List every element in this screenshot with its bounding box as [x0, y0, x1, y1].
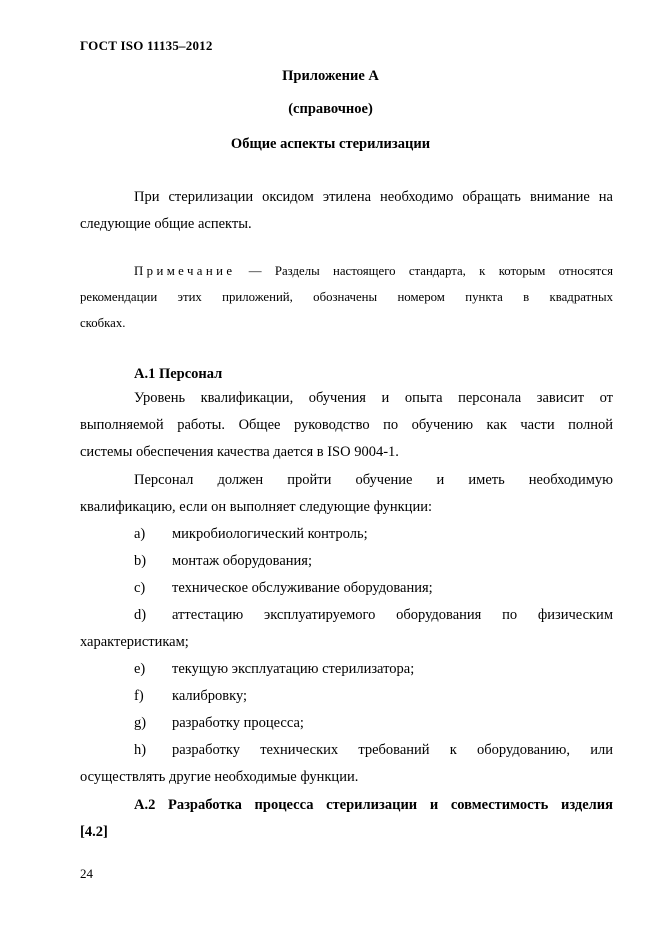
list-item-marker: g)	[134, 715, 147, 731]
intro-line-2: следующие общие аспекты.	[80, 216, 252, 232]
list-item-marker: e)	[134, 661, 146, 677]
list-item-text: монтаж оборудования;	[172, 553, 312, 569]
a1-p1-line-3: системы обеспечения качества дается в ISO 9004-1.	[80, 444, 399, 460]
note-label: Примечание	[134, 264, 236, 278]
appendix-type: (справочное)	[288, 101, 373, 117]
list-item-marker: d)	[134, 607, 147, 623]
list-item-continuation: характеристикам;	[80, 634, 189, 650]
list-item	[134, 575, 613, 602]
list-item-marker: c)	[134, 580, 146, 596]
list-item	[134, 656, 613, 683]
list-item-text: микробиологический контроль;	[172, 526, 368, 542]
section-a2-heading-line-1: А.2 Разработка процесса стерилизации и совместимость изделия	[134, 797, 613, 813]
a1-p1-line-2: выполняемой работы. Общее руководство по обучению как части полной	[80, 417, 613, 433]
note-line-2: рекомендации этих приложений, обозначены номером пункта в квадратных	[80, 290, 613, 304]
a1-p2-line-1: Персонал должен пройти обучение и иметь необходимую	[134, 472, 613, 488]
section-a1-paragraph-1	[80, 385, 613, 466]
appendix-title: Общие аспекты стерилизации	[230, 136, 431, 152]
appendix-label: Приложение А	[282, 68, 379, 84]
list-item-text: техническое обслуживание оборудования;	[172, 580, 433, 596]
page-number: 24	[80, 866, 93, 881]
list-item-text: калибровку;	[172, 688, 248, 704]
section-a2-heading-line-2: [4.2]	[80, 824, 108, 840]
section-a1-paragraph-2	[80, 467, 613, 521]
list-item-text: разработку процесса;	[172, 715, 304, 731]
list-item	[134, 521, 613, 548]
note-line-1-text: — Разделы настоящего стандарта, к которым относятся	[235, 264, 613, 278]
note-paragraph	[80, 258, 613, 336]
section-a1-heading: А.1 Персонал	[134, 366, 223, 382]
a1-p1-line-1: Уровень квалификации, обучения и опыта персонала зависит от	[134, 390, 613, 406]
intro-line-1: При стерилизации оксидом этилена необходимо обращать внимание на	[134, 189, 613, 205]
list-item-continuation: осуществлять другие необходимые функции.	[80, 769, 359, 785]
note-line-3: скобках.	[80, 316, 126, 330]
list-item-text: разработку технических требований к оборудованию, или	[172, 742, 613, 758]
list-item-marker: b)	[134, 553, 147, 569]
intro-paragraph	[80, 184, 613, 238]
section-a2-heading	[80, 792, 613, 846]
list-item	[134, 710, 613, 737]
list-item	[134, 737, 613, 764]
list-item-text: аттестацию эксплуатируемого оборудования по физическим	[172, 607, 613, 623]
list-item	[134, 683, 613, 710]
list-item-text: текущую эксплуатацию стерилизатора;	[172, 661, 415, 677]
list-item-marker: a)	[134, 526, 146, 542]
list-item-marker: f)	[134, 688, 144, 704]
a1-p2-line-2: квалификацию, если он выполняет следующие функции:	[80, 499, 432, 515]
note-line-1	[80, 258, 613, 284]
list-item	[134, 602, 613, 629]
list-item-marker: h)	[134, 742, 147, 758]
document-header-code: ГОСТ ISO 11135–2012	[80, 38, 213, 53]
list-item	[134, 548, 613, 575]
